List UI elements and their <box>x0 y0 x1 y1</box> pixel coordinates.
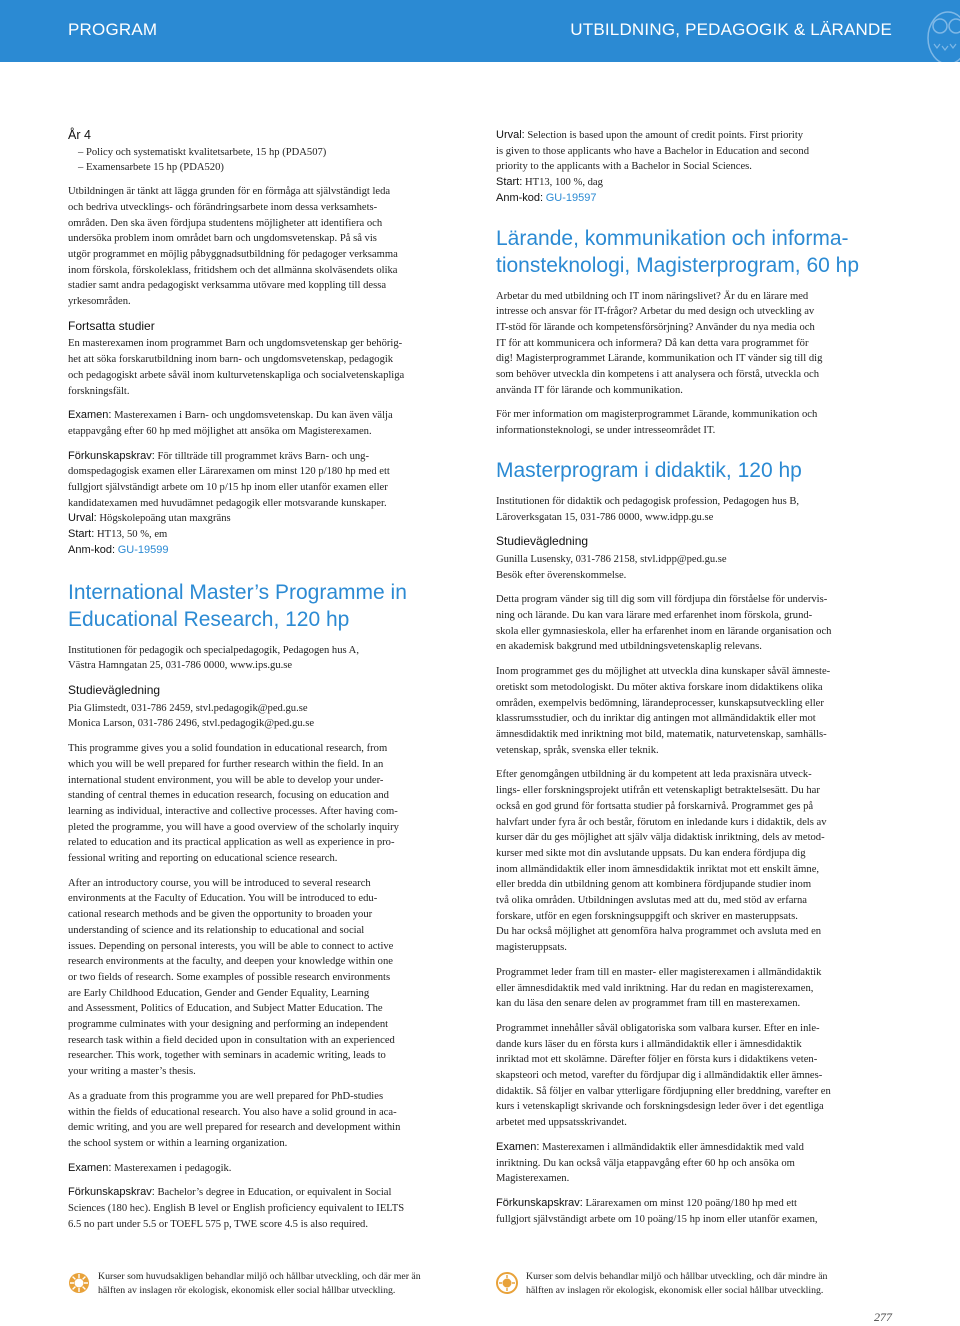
lk-paragraph-2: För mer information om magisterprogrammet Lärande, kommunikation och informationsteknologi, se under intresseområdet IT. <box>496 409 818 437</box>
page-number: 277 <box>874 1310 892 1324</box>
start-label: Start: <box>68 528 95 541</box>
md-paragraph-2: Inom programmet ges du möjlighet att utveckla dina kunskaper såväl ämneste- oretiskt som metodologiskt. Du möter aktiva forskare inom didaktikens olika områden, exempelvis bedömning, lärandeprocesser, kunskapsutveckling eller klassrumsstudier, och du inriktar dig antingen mot allmändidaktik eller mot ämnesdidaktik med inriktning mot bild, matematik, naturvetenskap, samhälls- vetenskap, språk, svenska eller teknik. <box>496 666 831 756</box>
course-list <box>68 145 464 176</box>
fortsatta-paragraph: En masterexamen inom programmet Barn och ungdomsvetenskap ger behörig- het att söka forskarutbildning inom barn- och ungdomsvetenskap, pedagogik och pedagogiskt arbete såväl inom kulturvetenskapliga och socialvetenskapliga forskningsfält. <box>68 338 405 397</box>
forkunskapskrav-paragraph: Förkunskapskrav: För tillträde till programmet krävs Barn- och ung- domspedagogisk examen eller Lärarexamen om minst 120 p/180 hp med ett fullgjort självständigt arbete om 10 p/15 hp inom eller utanför examen eller kandidatexamen med huvudämnet pedagogik eller motsvarande kunskaper. Urval: Högskolepoäng utan maxgräns Start: HT13, 50 %, em Anm-kod: GU-19599 <box>68 449 390 556</box>
anm-code: GU-19599 <box>117 543 169 556</box>
sustainability-partial-sun-icon <box>496 1272 518 1294</box>
studievagledning-contacts: Pia Glimstedt, 031-786 2459, stvl.pedagogik@ped.gu.se Monica Larson, 031-786 2496, stvl.pedagogik@ped.gu.se <box>68 702 315 730</box>
md-institution: Institutionen för didaktik och pedagogisk profession, Pedagogen hus B, Läroverksgatan 15, 031-786 0000, www.idpp.gu.se <box>496 495 800 523</box>
lk-paragraph-1: Arbetar du med utbildning och IT inom näringslivet? Är du en lärare med intresse och ansvar för IT-frågor? Arbetar du med design och utveckling av IT-stöd för lärande och kompetensförsörjning? Använder du nya media och IT för att kommunicera och informera? Då kan detta vara programmet för dig! Magisterprogrammet Lärande, kommunikation och IT vänder sig till dig som behöver utveckla din kompetens i att analysera och förstå, utveckla och använda IT för lärande och kommunikation. <box>496 290 823 396</box>
anm-label: Anm-kod: <box>496 191 544 204</box>
right-column <box>496 128 894 1236</box>
intl-paragraph-1: This programme gives you a solid foundation in educational research, from which you will be well prepared for further research within the field. In an international student environment, you will be able to develop your under- standing of central themes in education research, focusing on education and learning as individual, interactive and collective processes. After having com- pleted the programme, you will have a good overview of the scholarly inquiry related to education and its practical application as well as experience in pro- fessional writing and reporting on educational science research. <box>68 743 399 865</box>
examen-label: Examen: <box>68 409 112 422</box>
examen-paragraph: Examen: Masterexamen i Barn- och ungdomsvetenskap. Du kan även välja etappavgång efter 60 hp med möjlighet att ansöka om Magisterexamen. <box>68 409 393 437</box>
sustainability-sun-icon <box>68 1272 90 1294</box>
lk-programme-title: Lärande, kommunikation och informa- tionsteknologi, Magisterprogram, 60 hp <box>496 226 860 277</box>
page-header <box>0 0 960 62</box>
year-heading: År 4 <box>68 128 91 142</box>
intro-paragraph: Utbildningen är tänkt att lägga grunden för en förmåga att självständigt leda och bedriva utvecklings- och förändringsarbete inom dessa verksamhets- områden. Den ska även fördjupa studentens möjligheter att identifiera och undersöka problem inom området barn och ungdomsvetenskap. På så vis utgör programmet en möjlig påbyggnadsutbildning för pedagoger verksamma inom förskola, förskoleklass, fritidshem och det allmänna skolväsendets olika stadier samt andra pedagogiskt verksamma utövare med koppling till dessa yrkesområden. <box>68 186 398 308</box>
forkunskapskrav-label: Förkunskapskrav: <box>496 1196 583 1209</box>
urval-label: Urval: <box>496 129 525 141</box>
start-value: HT13, 50 %, em <box>96 529 168 541</box>
examen-label: Examen: <box>496 1140 540 1153</box>
md-paragraph-4: Programmet leder fram till en master- eller magisterexamen i allmändidaktik eller ämnesdidaktik med vald inriktning. Har du redan en magisterexamen, kan du läsa den senare delen av programmet fram till en masterexamen. <box>496 966 822 1010</box>
urval-label: Urval: <box>68 512 97 525</box>
anm-code: GU-19597 <box>545 191 597 204</box>
intl-institution: Institutionen för pedagogik och specialpedagogik, Pedagogen hus A, Västra Hamngatan 25, 031-786 0000, www.ips.gu.se <box>68 644 359 672</box>
start-label: Start: <box>496 176 523 189</box>
examen-label: Examen: <box>68 1161 112 1174</box>
studievagledning-contacts: Gunilla Lusensky, 031-786 2158, stvl.idpp@ped.gu.se Besök efter överenskommelse. <box>496 553 727 581</box>
studievagledning-heading: Studievägledning <box>496 534 589 549</box>
urval-paragraph: Urval: Selection is based upon the amount of credit points. First priority is given to those applicants who have a Bachelor in Education and second priority to the applicants with a Bachelor in Social Sciences. Start: HT13, 100 %, dag Anm-kod: GU-19597 <box>496 129 810 204</box>
forkunskapskrav-label: Förkunskapskrav: <box>68 1186 155 1199</box>
start-value: HT13, 100 %, dag <box>524 177 603 189</box>
left-column <box>68 128 464 1241</box>
intl-paragraph-2: After an introductory course, you will be introduced to several research environments at the Faculty of Education. You will be introduced to edu- cational research methods and be given the opportunity to broaden your understanding of science and its relationship to educational and social issues. Depending on personal interests, you will be able to connect to active research environments at the faculty, and deepen your knowledge within one or two fields of research. Some examples of possible research environments are Early Childhood Education, Gender and Gender Equality, Learning and Assessment, Politics of Education, and Subject Matter Education. The programme culminates with your designing and performing an independent research task within a field decided upon in consultation with an experienced researcher. This work, together with seminars in academic writing, leads to your writing a master’s thesis. <box>68 877 395 1078</box>
studievagledning-heading: Studievägledning <box>68 682 161 697</box>
md-paragraph-1: Detta program vänder sig till dig som vill fördjupa din förståelse för undervis- ning och lärande. Du kan vara lärare med erfarenhet inom förskola, grund- skola eller gymnasieskola, eller ha erfarenhet inom en lärande organisation och en akademisk bakgrund med utbildningsvetenskaplig relevans. <box>496 594 832 653</box>
header-section-title: PROGRAM <box>68 20 158 39</box>
forkunskapskrav-label: Förkunskapskrav: <box>68 449 155 462</box>
urval-value: Högskolepoäng utan maxgräns <box>99 513 231 525</box>
course-item: – Policy och systematiskt kvalitetsarbete, 15 hp (PDA507) <box>78 146 327 158</box>
intl-examen: Examen: Masterexamen i pedagogik. <box>68 1161 232 1174</box>
course-item: – Examensarbete 15 hp (PDA520) <box>78 162 224 174</box>
intl-programme-title: International Master’s Programme in Educational Research, 120 hp <box>68 580 407 631</box>
intl-paragraph-3: As a graduate from this programme you are well prepared for PhD-studies within the fields of educational research. You also have a solid ground in aca- demic writing, and you are well prepared for research and development within the school system or within a learning organization. <box>68 1090 401 1149</box>
header-category-title: UTBILDNING, PEDAGOGIK & LÄRANDE <box>570 20 892 39</box>
md-paragraph-3: Efter genomgången utbildning är du kompetent att leda praxisnära utveck- lings- eller forskningsprojekt utifrån ett vetenskapligt betraktelsesätt. Du har också en god grund för fortsatta studier på forskarnivå. Programmet ges på halvfart under fyra år och består, förutom en inledande kurs i didaktik, dels av kurser där du ges möjlighet att själv välja didaktisk inriktning, dels av metod- kurser med sikte mot din avslutande uppsats. Du kan endera fördjupa dig inom allmändidaktik eller inom ämnesdidaktik inriktat mot ett enskilt ämne, eller bredda din utbildning genom att kombinera fördjupande studier inom två olika områden. Utbildningen avslutas med att du, med stöd av erfarna forskare, utför en egen forskningsuppgift och skriver en masteruppsats. Du har också möjlighet att genomföra halva programmet och avsluta med en magisteruppsats. <box>496 769 827 954</box>
owl-logo-icon <box>920 0 960 62</box>
md-programme-title: Masterprogram i didaktik, 120 hp <box>496 458 802 482</box>
md-examen: Examen: Masterexamen i allmändidaktik eller ämnesdidaktik med vald inriktning. Du kan också välja etappavgång efter 60 hp och ansöka om Magisterexamen. <box>496 1140 804 1185</box>
md-forkunskapskrav: Förkunskapskrav: Lärarexamen om minst 120 poäng/180 hp med ett fullgjort självständigt arbete om 10 poäng/15 hp inom eller utanför examen, <box>496 1196 818 1225</box>
intl-forkunskapskrav: Förkunskapskrav: Bachelor’s degree in Education, or equivalent in Social Sciences (180 hec). English B level or English proficiency equivalent to IELTS 6.5 no part under 5.5 or TOEFL 575 p, TWE score 4.5 is also required. <box>68 1186 405 1230</box>
md-paragraph-5: Programmet innehåller såväl obligatoriska som valbara kurser. Efter en inle- dande kurs läser du en första kurs i allmändidaktik eller i ämnesdidaktik inriktad mot ett skolämne. Därefter följer en första kurs i didaktikens veten- skapsteori och metod, varefter du fördjupar dig i allmändidaktik eller ämnes- didaktik. Så följer en valbar ytterligare fördjupning eller breddning, varefter en kurs i vetenskapligt skrivande och forskningsdesign leder över i det egentliga arbetet med uppsatsskrivandet. <box>496 1022 831 1129</box>
fortsatta-heading: Fortsatta studier <box>68 318 155 333</box>
anm-label: Anm-kod: <box>68 543 116 556</box>
